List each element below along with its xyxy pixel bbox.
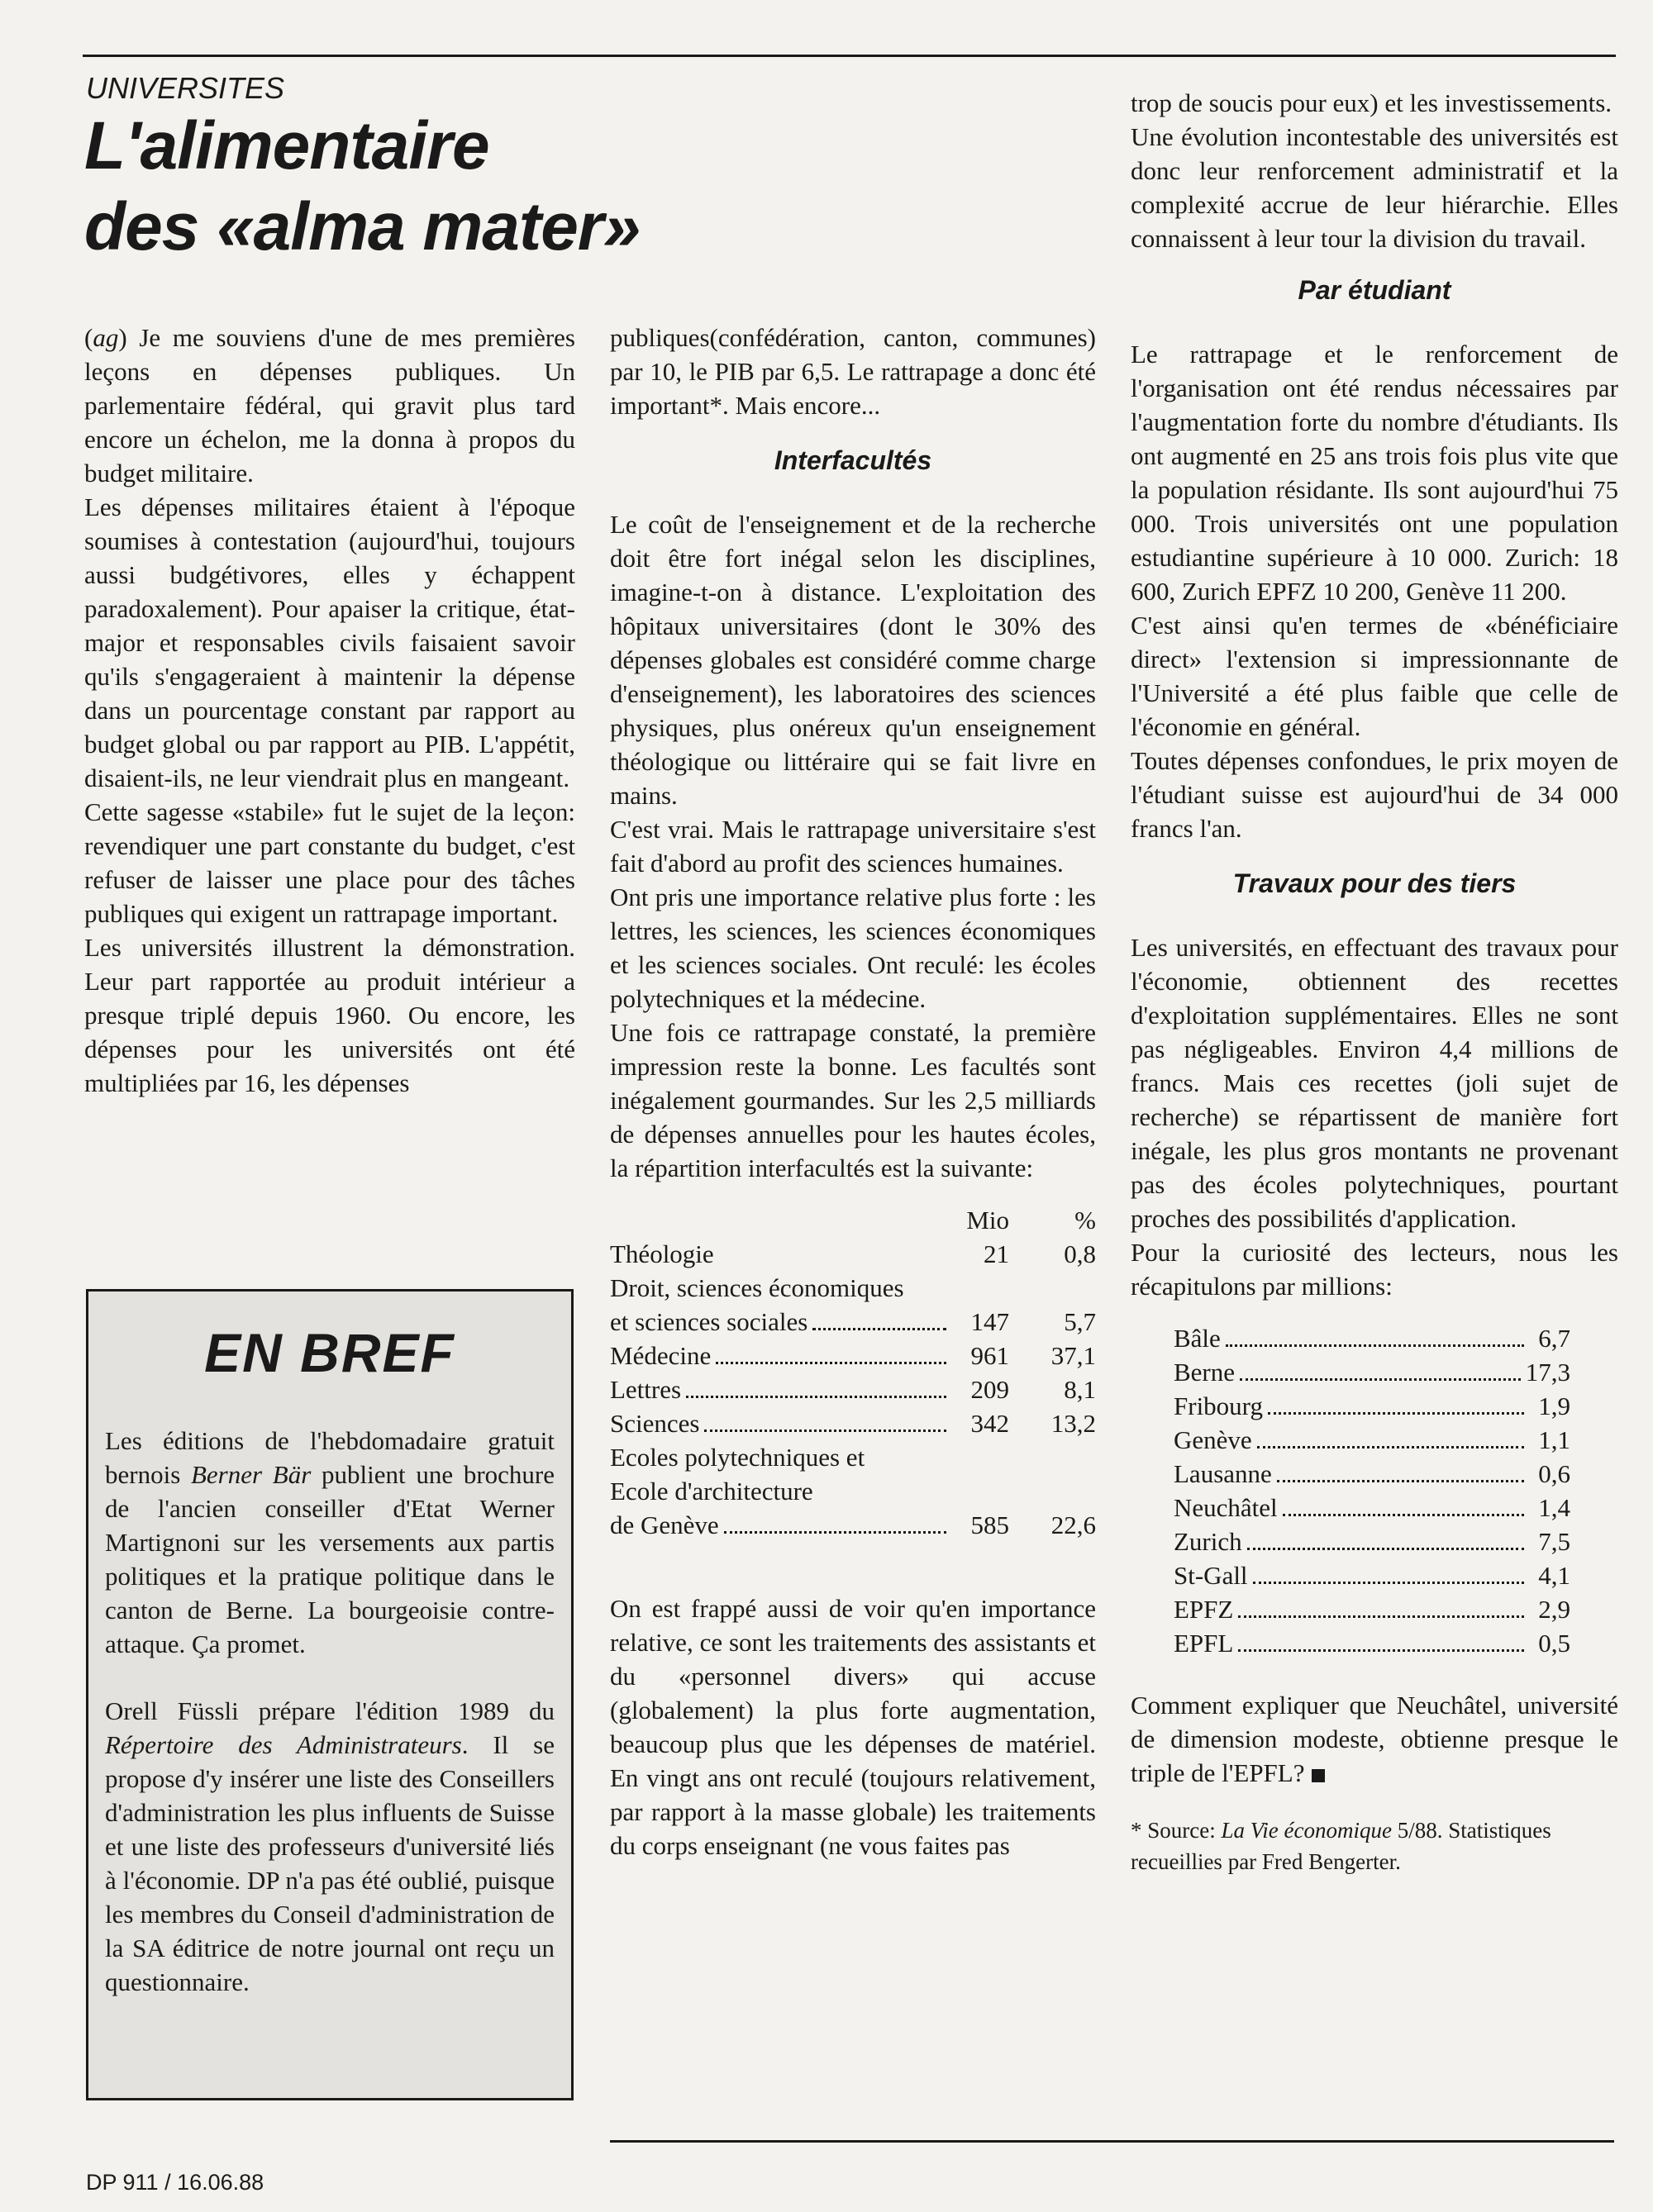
en-bref-box bbox=[86, 1289, 574, 2100]
row-value: 0,6 bbox=[1538, 1459, 1570, 1488]
row-label: Sciences bbox=[610, 1409, 700, 1438]
article-column-3 bbox=[1131, 86, 1618, 1877]
row-pct: 8,1 bbox=[1064, 1375, 1096, 1404]
row-pct: 0,8 bbox=[1064, 1239, 1096, 1268]
paragraph-text: Comment expliquer que Neuchâtel, université de dimension modeste, obtienne presque le triple de l'EPFL? bbox=[1131, 1691, 1618, 1787]
leader-dots bbox=[1277, 1480, 1524, 1482]
row-pct: 5,7 bbox=[1064, 1307, 1096, 1336]
paragraph: Le rattrapage et le renforcement de l'organisation ont été rendus nécessaires par l'augmentation forte du nombre d'étudiants. Ils ont augmenté en 25 ans trois fois plus vite que la population résidante. Ils sont aujourd'hui 75 000. Trois universités ont une population estudiantine supérieure à 10 000. Zurich: 18 600, Zurich EPFZ 10 200, Genève 11 200. bbox=[1131, 340, 1618, 606]
row-label: Lettres bbox=[610, 1375, 682, 1404]
leader-dots bbox=[1268, 1412, 1524, 1415]
paragraph: Pour la curiosité des lecteurs, nous les récapitulons par millions: bbox=[1131, 1238, 1618, 1301]
leader-dots bbox=[1238, 1615, 1524, 1618]
row-pct: 37,1 bbox=[1050, 1341, 1096, 1370]
leader-dots bbox=[1253, 1582, 1524, 1584]
text: Les éditions de l'hebdomadaire gratuit bernois bbox=[105, 1426, 555, 1489]
row-value: 1,1 bbox=[1538, 1425, 1570, 1454]
headline-line-1: L'alimentaire bbox=[84, 108, 489, 183]
leader-dots bbox=[716, 1362, 946, 1364]
row-value: 2,9 bbox=[1538, 1595, 1570, 1624]
row-value: 7,5 bbox=[1538, 1527, 1570, 1556]
row-mio: 147 bbox=[970, 1307, 1009, 1336]
table-row bbox=[610, 1339, 1096, 1372]
row-label: Droit, sciences économiques bbox=[610, 1273, 904, 1302]
row-label: et sciences sociales bbox=[610, 1307, 808, 1336]
box-title: EN BREF bbox=[204, 1322, 455, 1383]
text: Orell Füssli prépare l'édition 1989 du bbox=[105, 1696, 555, 1725]
paragraph: trop de soucis pour eux) et les investissements. bbox=[1131, 88, 1613, 117]
paragraph: Les universités, en effectuant des travaux pour l'économie, obtiennent des recettes d'exploitation supplémentaires. Elles ne sont pas négligeables. Environ 4,4 millions de francs. Mais ces recettes (joli sujet de recherche) se répartissent de manière fort inégale, les plus gros montants ne provenant pas des écoles polytechniques, pourtant proches des possibilités d'application. bbox=[1131, 933, 1618, 1233]
article-headline bbox=[84, 106, 679, 268]
article-column-2 bbox=[610, 321, 1096, 1862]
leader-dots bbox=[686, 1396, 946, 1398]
row-label: Neuchâtel bbox=[1174, 1493, 1278, 1522]
headline-line-2: des «alma mater» bbox=[84, 189, 641, 264]
leader-dots bbox=[704, 1429, 946, 1432]
row-value: 4,1 bbox=[1538, 1561, 1570, 1590]
row-label: de Genève bbox=[610, 1510, 719, 1539]
row-label: Ecole d'architecture bbox=[610, 1477, 813, 1506]
row-label: Lausanne bbox=[1174, 1459, 1272, 1488]
row-mio: 342 bbox=[970, 1409, 1009, 1438]
table-header-row bbox=[610, 1203, 1096, 1237]
paragraph: Ont pris une importance relative plus forte : les lettres, les sciences, les sciences économiques et les sciences sociales. Ont reculé: les écoles polytechniques et la médecine. bbox=[610, 882, 1096, 1013]
table-row bbox=[1174, 1491, 1570, 1525]
university-revenue-table bbox=[1174, 1321, 1570, 1660]
row-label: Zurich bbox=[1174, 1527, 1242, 1556]
row-mio: 961 bbox=[970, 1341, 1009, 1370]
table-row bbox=[610, 1372, 1096, 1406]
paragraph: Les dépenses militaires étaient à l'époque soumises à contestation (aujourd'hui, toujours aussi budgétivores, elles y échappent paradoxalement). Pour apaiser la critique, état-major et responsables civils faisaient savoir qu'ils s'engageraient à maintenir la dépense dans un pourcentage constant par rapport au budget global ou par rapport au PIB. L'appétit, disaient-ils, ne leur viendrait plus en mangeant. bbox=[84, 492, 575, 792]
paragraph: publiques(confédération, canton, communes) par 10, le PIB par 6,5. Le rattrapage a donc été important*. Mais encore... bbox=[610, 323, 1096, 420]
table-row bbox=[610, 1508, 1096, 1542]
text: publient une brochure de l'ancien conseiller d'Etat Werner Martignoni sur les versements aux partis politiques et la pratique politique dans le canton de Berne. La bourgeoisie contre-attaque. Ça promet. bbox=[105, 1460, 555, 1658]
table-row bbox=[1174, 1321, 1570, 1355]
box-paragraph bbox=[105, 1694, 555, 1999]
row-value: 6,7 bbox=[1538, 1324, 1570, 1353]
subheading: Travaux pour des tiers bbox=[1232, 868, 1517, 898]
subheading: Par étudiant bbox=[1298, 275, 1451, 305]
paragraph: Le coût de l'enseignement et de la recherche doit être fort inégal selon les disciplines, imagine-t-on à distance. L'exploitation des hôpitaux universitaires (dont le 30% des dépenses globales est considéré comme charge d'enseignement), les laboratoires des sciences physiques, plus onéreux qu'un enseignement théologique ou littéraire qui se fait livre en mains. bbox=[610, 510, 1096, 810]
section-kicker: UNIVERSITES bbox=[86, 71, 285, 105]
publication-title: Répertoire des Administrateurs bbox=[105, 1730, 462, 1759]
leader-dots bbox=[1257, 1446, 1524, 1449]
col-pct-header: % bbox=[1074, 1206, 1096, 1234]
subheading: Interfacultés bbox=[774, 445, 932, 475]
table-row bbox=[1174, 1423, 1570, 1457]
text: * Source: bbox=[1131, 1818, 1222, 1843]
row-mio: 585 bbox=[970, 1510, 1009, 1539]
row-value: 1,4 bbox=[1538, 1493, 1570, 1522]
text: 5/88. Statistiques recueillies par Fred Bengerter. bbox=[1131, 1818, 1551, 1874]
table-row-continued bbox=[610, 1440, 1096, 1474]
row-label: EPFZ bbox=[1174, 1595, 1234, 1624]
leader-dots bbox=[724, 1531, 946, 1534]
publication-title: Berner Bär bbox=[190, 1460, 312, 1489]
row-label: St-Gall bbox=[1174, 1561, 1248, 1590]
row-label: Bâle bbox=[1174, 1324, 1221, 1353]
row-mio: 21 bbox=[984, 1239, 1009, 1268]
publication-title: La Vie économique bbox=[1221, 1818, 1392, 1843]
paragraph: Une fois ce rattrapage constaté, la première impression reste la bonne. Les facultés sont inégalement gourmandes. Sur les 2,5 milliards de dépenses annuelles pour les hautes écoles, la répartition interfacultés est la suivante: bbox=[610, 1018, 1096, 1182]
paragraph: (ag) Je me souviens d'une de mes premières leçons en dépenses publiques. Un parlementaire fédéral, qui gravit plus tard encore un échelon, me la donna à propos du budget militaire. bbox=[84, 323, 575, 488]
article-column-1 bbox=[84, 321, 575, 1100]
bottom-rule bbox=[610, 2140, 1614, 2143]
table-row bbox=[1174, 1355, 1570, 1389]
table-row-continued bbox=[610, 1271, 1096, 1305]
row-label: EPFL bbox=[1174, 1629, 1234, 1658]
row-label: Genève bbox=[1174, 1425, 1252, 1454]
table-row bbox=[1174, 1558, 1570, 1592]
row-value: 1,9 bbox=[1538, 1391, 1570, 1420]
table-row bbox=[610, 1406, 1096, 1440]
paragraph bbox=[1131, 1688, 1618, 1790]
row-value: 0,5 bbox=[1538, 1629, 1570, 1658]
box-paragraph bbox=[105, 1424, 555, 1661]
page-footer: DP 911 / 16.06.88 bbox=[86, 2170, 264, 2195]
paragraph: Cette sagesse «stabile» fut le sujet de la leçon: revendiquer une part constante du budget, c'est refuser de laisser une place pour des tâches publiques qui exigent un rattrapage important. bbox=[84, 797, 575, 928]
footnote bbox=[1131, 1815, 1618, 1877]
paragraph: On est frappé aussi de voir qu'en importance relative, ce sont les traitements des assistants et du «personnel divers» qui accuse (globalement) la plus forte augmentation, beaucoup plus que les dépenses de matériel. En vingt ans ont reculé (toujours relativement, par rapport à la masse globale) les traitements du corps enseignant (ne vous faites pas bbox=[610, 1594, 1096, 1860]
leader-dots bbox=[1226, 1344, 1524, 1347]
table-row bbox=[610, 1237, 1096, 1271]
paragraph-text: Je me souviens d'une de mes premières leçons en dépenses publiques. Un parlementaire fédéral, qui gravit plus tard encore un échelon, me la donna à propos du budget militaire. bbox=[84, 323, 575, 488]
row-label: Ecoles polytechniques et bbox=[610, 1443, 865, 1472]
paragraph: C'est ainsi qu'en termes de «bénéficiaire direct» l'extension si impressionnante de l'Université a été plus faible que celle de l'économie en général. bbox=[1131, 611, 1618, 741]
leader-dots bbox=[1240, 1378, 1521, 1381]
row-value: 17,3 bbox=[1525, 1358, 1570, 1387]
row-mio: 209 bbox=[970, 1375, 1009, 1404]
paragraph: Une évolution incontestable des universités est donc leur renforcement administratif et la complexité accrue de leur hiérarchie. Elles connaissent à leur tour la division du travail. bbox=[1131, 122, 1618, 253]
col-mio-header: Mio bbox=[966, 1206, 1009, 1234]
row-pct: 22,6 bbox=[1050, 1510, 1096, 1539]
table-row bbox=[1174, 1626, 1570, 1660]
author-initials: ag bbox=[93, 323, 119, 352]
row-label: Fribourg bbox=[1174, 1391, 1263, 1420]
table-row bbox=[1174, 1457, 1570, 1491]
leader-dots bbox=[1247, 1548, 1524, 1550]
row-label: Médecine bbox=[610, 1341, 712, 1370]
row-pct: 13,2 bbox=[1050, 1409, 1096, 1438]
leader-dots bbox=[1283, 1514, 1524, 1516]
end-mark-icon bbox=[1312, 1769, 1325, 1782]
paragraph: Les universités illustrent la démonstration. Leur part rapportée au produit intérieur a presque triplé depuis 1960. Ou encore, les dépenses pour les universités ont été multipliées par 16, les dépenses bbox=[84, 933, 575, 1097]
leader-dots bbox=[1238, 1649, 1524, 1652]
row-label: Berne bbox=[1174, 1358, 1236, 1387]
table-row bbox=[610, 1305, 1096, 1339]
paragraph: Toutes dépenses confondues, le prix moyen de l'étudiant suisse est aujourd'hui de 34 000 francs l'an. bbox=[1131, 746, 1618, 843]
paragraph: C'est vrai. Mais le rattrapage universitaire s'est fait d'abord au profit des sciences humaines. bbox=[610, 815, 1096, 878]
text: . Il se propose d'y insérer une liste des Conseillers d'administration les plus influents de Suisse et une liste des professeurs d'université liés à l'économie. DP n'a pas été oublié, puisque les membres du Conseil d'administration de la SA éditrice de notre journal ont reçu un questionnaire. bbox=[105, 1730, 555, 1996]
table-row bbox=[1174, 1592, 1570, 1626]
leader-dots bbox=[812, 1328, 946, 1330]
table-row-continued bbox=[610, 1474, 1096, 1508]
top-rule bbox=[83, 55, 1616, 57]
faculty-spending-table bbox=[610, 1203, 1096, 1542]
table-row bbox=[1174, 1525, 1570, 1558]
table-row bbox=[1174, 1389, 1570, 1423]
row-label: Théologie bbox=[610, 1239, 714, 1268]
